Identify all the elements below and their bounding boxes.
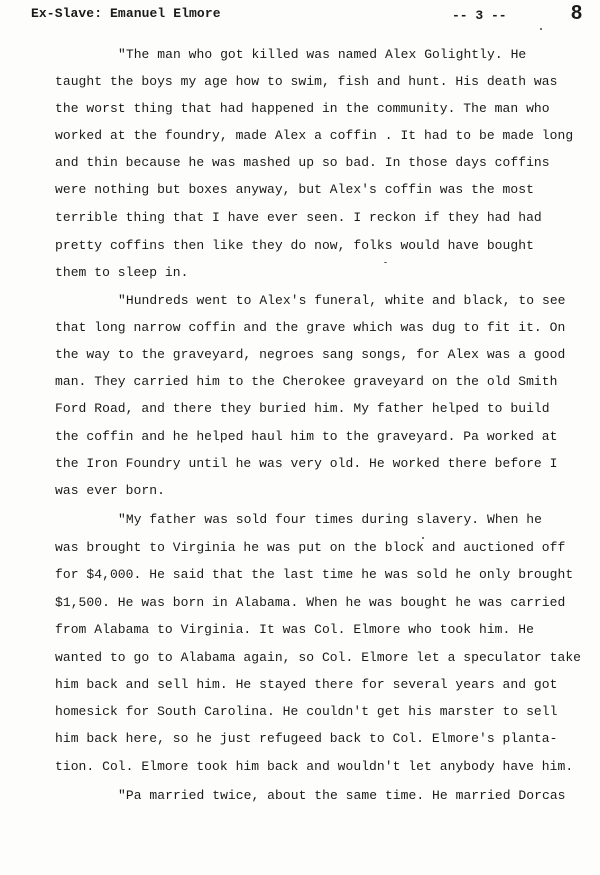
scan-speck (384, 262, 387, 263)
text-line: were nothing but boxes anyway, but Alex's coffin was the most (55, 182, 534, 197)
scan-speck (540, 28, 542, 30)
text-line: "Hundreds went to Alex's funeral, white and black, to see (118, 293, 566, 308)
text-line: him back here, so he just refugeed back to Col. Elmore's planta- (55, 731, 558, 746)
text-line: the way to the graveyard, negroes sang songs, for Alex was a good (55, 347, 566, 362)
text-line: man. They carried him to the Cherokee graveyard on the old Smith (55, 374, 558, 389)
text-line: for $4,000. He said that the last time he was sold he only brought (55, 567, 574, 582)
text-line: terrible thing that I have ever seen. I reckon if they had had (55, 210, 542, 225)
text-line: the worst thing that had happened in the community. The man who (55, 101, 550, 116)
text-line: and thin because he was mashed up so bad. In those days coffins (55, 155, 550, 170)
text-line: tion. Col. Elmore took him back and wouldn't let anybody have him. (55, 759, 574, 774)
text-line: was brought to Virginia he was put on the block and auctioned off (55, 540, 566, 555)
text-line: $1,500. He was born in Alabama. When he was bought he was carried (55, 595, 566, 610)
text-line: him back and sell him. He stayed there for several years and got (55, 677, 558, 692)
text-line: "Pa married twice, about the same time. He married Dorcas (118, 788, 566, 803)
text-line: Ford Road, and there they buried him. My father helped to build (55, 401, 550, 416)
text-line: the Iron Foundry until he was very old. He worked there before I (55, 456, 558, 471)
text-line: the coffin and he helped haul him to the graveyard. Pa worked at (55, 429, 558, 444)
text-line: was ever born. (55, 483, 165, 498)
text-line: homesick for South Carolina. He couldn't get his marster to sell (55, 704, 558, 719)
text-line: "My father was sold four times during slavery. When he (118, 512, 542, 527)
text-line: taught the boys my age how to swim, fish and hunt. His death was (55, 74, 558, 89)
page-number: 8 (571, 2, 583, 24)
text-line: them to sleep in. (55, 265, 189, 280)
page-marker: -- 3 -- (452, 8, 507, 23)
text-line: from Alabama to Virginia. It was Col. Elmore who took him. He (55, 622, 534, 637)
text-line: wanted to go to Alabama again, so Col. Elmore let a speculator take (55, 650, 582, 665)
text-line: worked at the foundry, made Alex a coffin . It had to be made long (55, 128, 574, 143)
scan-speck (422, 537, 424, 539)
document-header-title: Ex-Slave: Emanuel Elmore (31, 6, 221, 21)
text-line: pretty coffins then like they do now, folks would have bought (55, 238, 534, 253)
text-line: that long narrow coffin and the grave which was dug to fit it. On (55, 320, 566, 335)
text-line: "The man who got killed was named Alex Golightly. He (118, 47, 527, 62)
